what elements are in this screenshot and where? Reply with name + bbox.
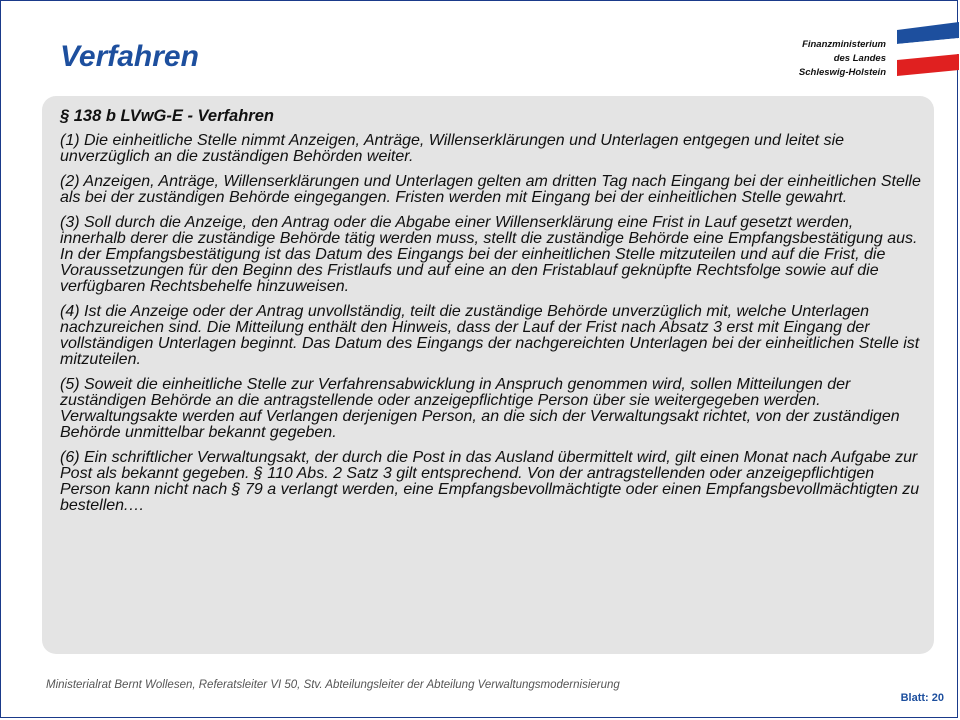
law-text bbox=[60, 108, 922, 523]
section-heading: § 138 b LVwG-E - Verfahren bbox=[60, 107, 274, 125]
slide-title: Verfahren bbox=[60, 40, 199, 73]
paragraph-1: (1) Die einheitliche Stelle nimmt Anzeigen, Anträge, Willenserklärungen und Unterlagen entgegen und leitet sie unverzüglich an die zuständigen Behörden weiter. bbox=[60, 132, 845, 165]
paragraph-5: (5) Soweit die einheitliche Stelle zur Verfahrensabwicklung in Anspruch genommen wird, sollen Mitteilungen der zuständigen Behörde an die antragstellende oder anzeigepflichtige Person über sie weitergegeben werden. Verwaltungsakte werden auf Verlangen derjenigen Person, an die sich der Verwaltungsakt richtet, von der zuständigen Behörde unmittelbar bekannt gegeben. bbox=[60, 376, 900, 441]
ministry-line-2: des Landes bbox=[833, 53, 886, 64]
paragraph-2: (2) Anzeigen, Anträge, Willenserklärungen und Unterlagen gelten am dritten Tag nach Eingang bei der einheitlichen Stelle als bei der zuständigen Behörde eingegangen. Fristen werden mit Eingang bei der einheitlichen Stelle gewahrt. bbox=[60, 173, 921, 206]
state-flag-logo bbox=[897, 22, 959, 78]
ministry-name bbox=[799, 38, 886, 80]
paragraph-4: (4) Ist die Anzeige oder der Antrag unvollständig, teilt die zuständige Behörde unverzüglich mit, welche Unterlagen nachzureichen sind. Die Mitteilung enthält den Hinweis, dass der Lauf der Frist nach Absatz 3 erst mit Eingang der vollständigen Unterlagen beginnt. Das Datum des Eingangs der nachgereichten Unterlagen bei der einheitlichen Stelle ist mitzuteilen. bbox=[60, 303, 920, 368]
page-number: Blatt: 20 bbox=[900, 692, 944, 704]
ministry-line-1: Finanzministerium bbox=[802, 39, 886, 50]
ministry-line-3: Schleswig-Holstein bbox=[798, 67, 886, 78]
footer-author: Ministerialrat Bernt Wollesen, Referatsleiter VI 50, Stv. Abteilungsleiter der Abteilung Verwaltungsmodernisierung bbox=[46, 679, 620, 691]
paragraph-3: (3) Soll durch die Anzeige, den Antrag oder die Abgabe einer Willenserklärung eine Frist in Lauf gesetzt werden, innerhalb derer die zuständige Behörde tätig werden muss, stellt die zuständige Behörde eine Empfangsbestätigung aus. In der Empfangsbestätigung ist das Datum des Eingangs bei der einheitlichen Stelle mitzuteilen und auf die Frist, die Voraussetzungen für den Beginn des Fristlaufs und auf eine an den Fristablauf geknüpfte Rechtsfolge sowie auf die verfügbaren Rechtsbehelfe hinzuweisen. bbox=[60, 214, 918, 295]
paragraph-6: (6) Ein schriftlicher Verwaltungsakt, der durch die Post in das Ausland übermittelt wird, gilt einen Monat nach Aufgabe zur Post als bekannt gegeben. § 110 Abs. 2 Satz 3 gilt entsprechend. Von der antragstellenden oder anzeigepflichtigen Person kann nicht nach § 79 a verlangt werden, eine Empfangsbevollmächtigte oder einen Empfangsbevollmächtigten zu bestellen.… bbox=[60, 449, 920, 514]
